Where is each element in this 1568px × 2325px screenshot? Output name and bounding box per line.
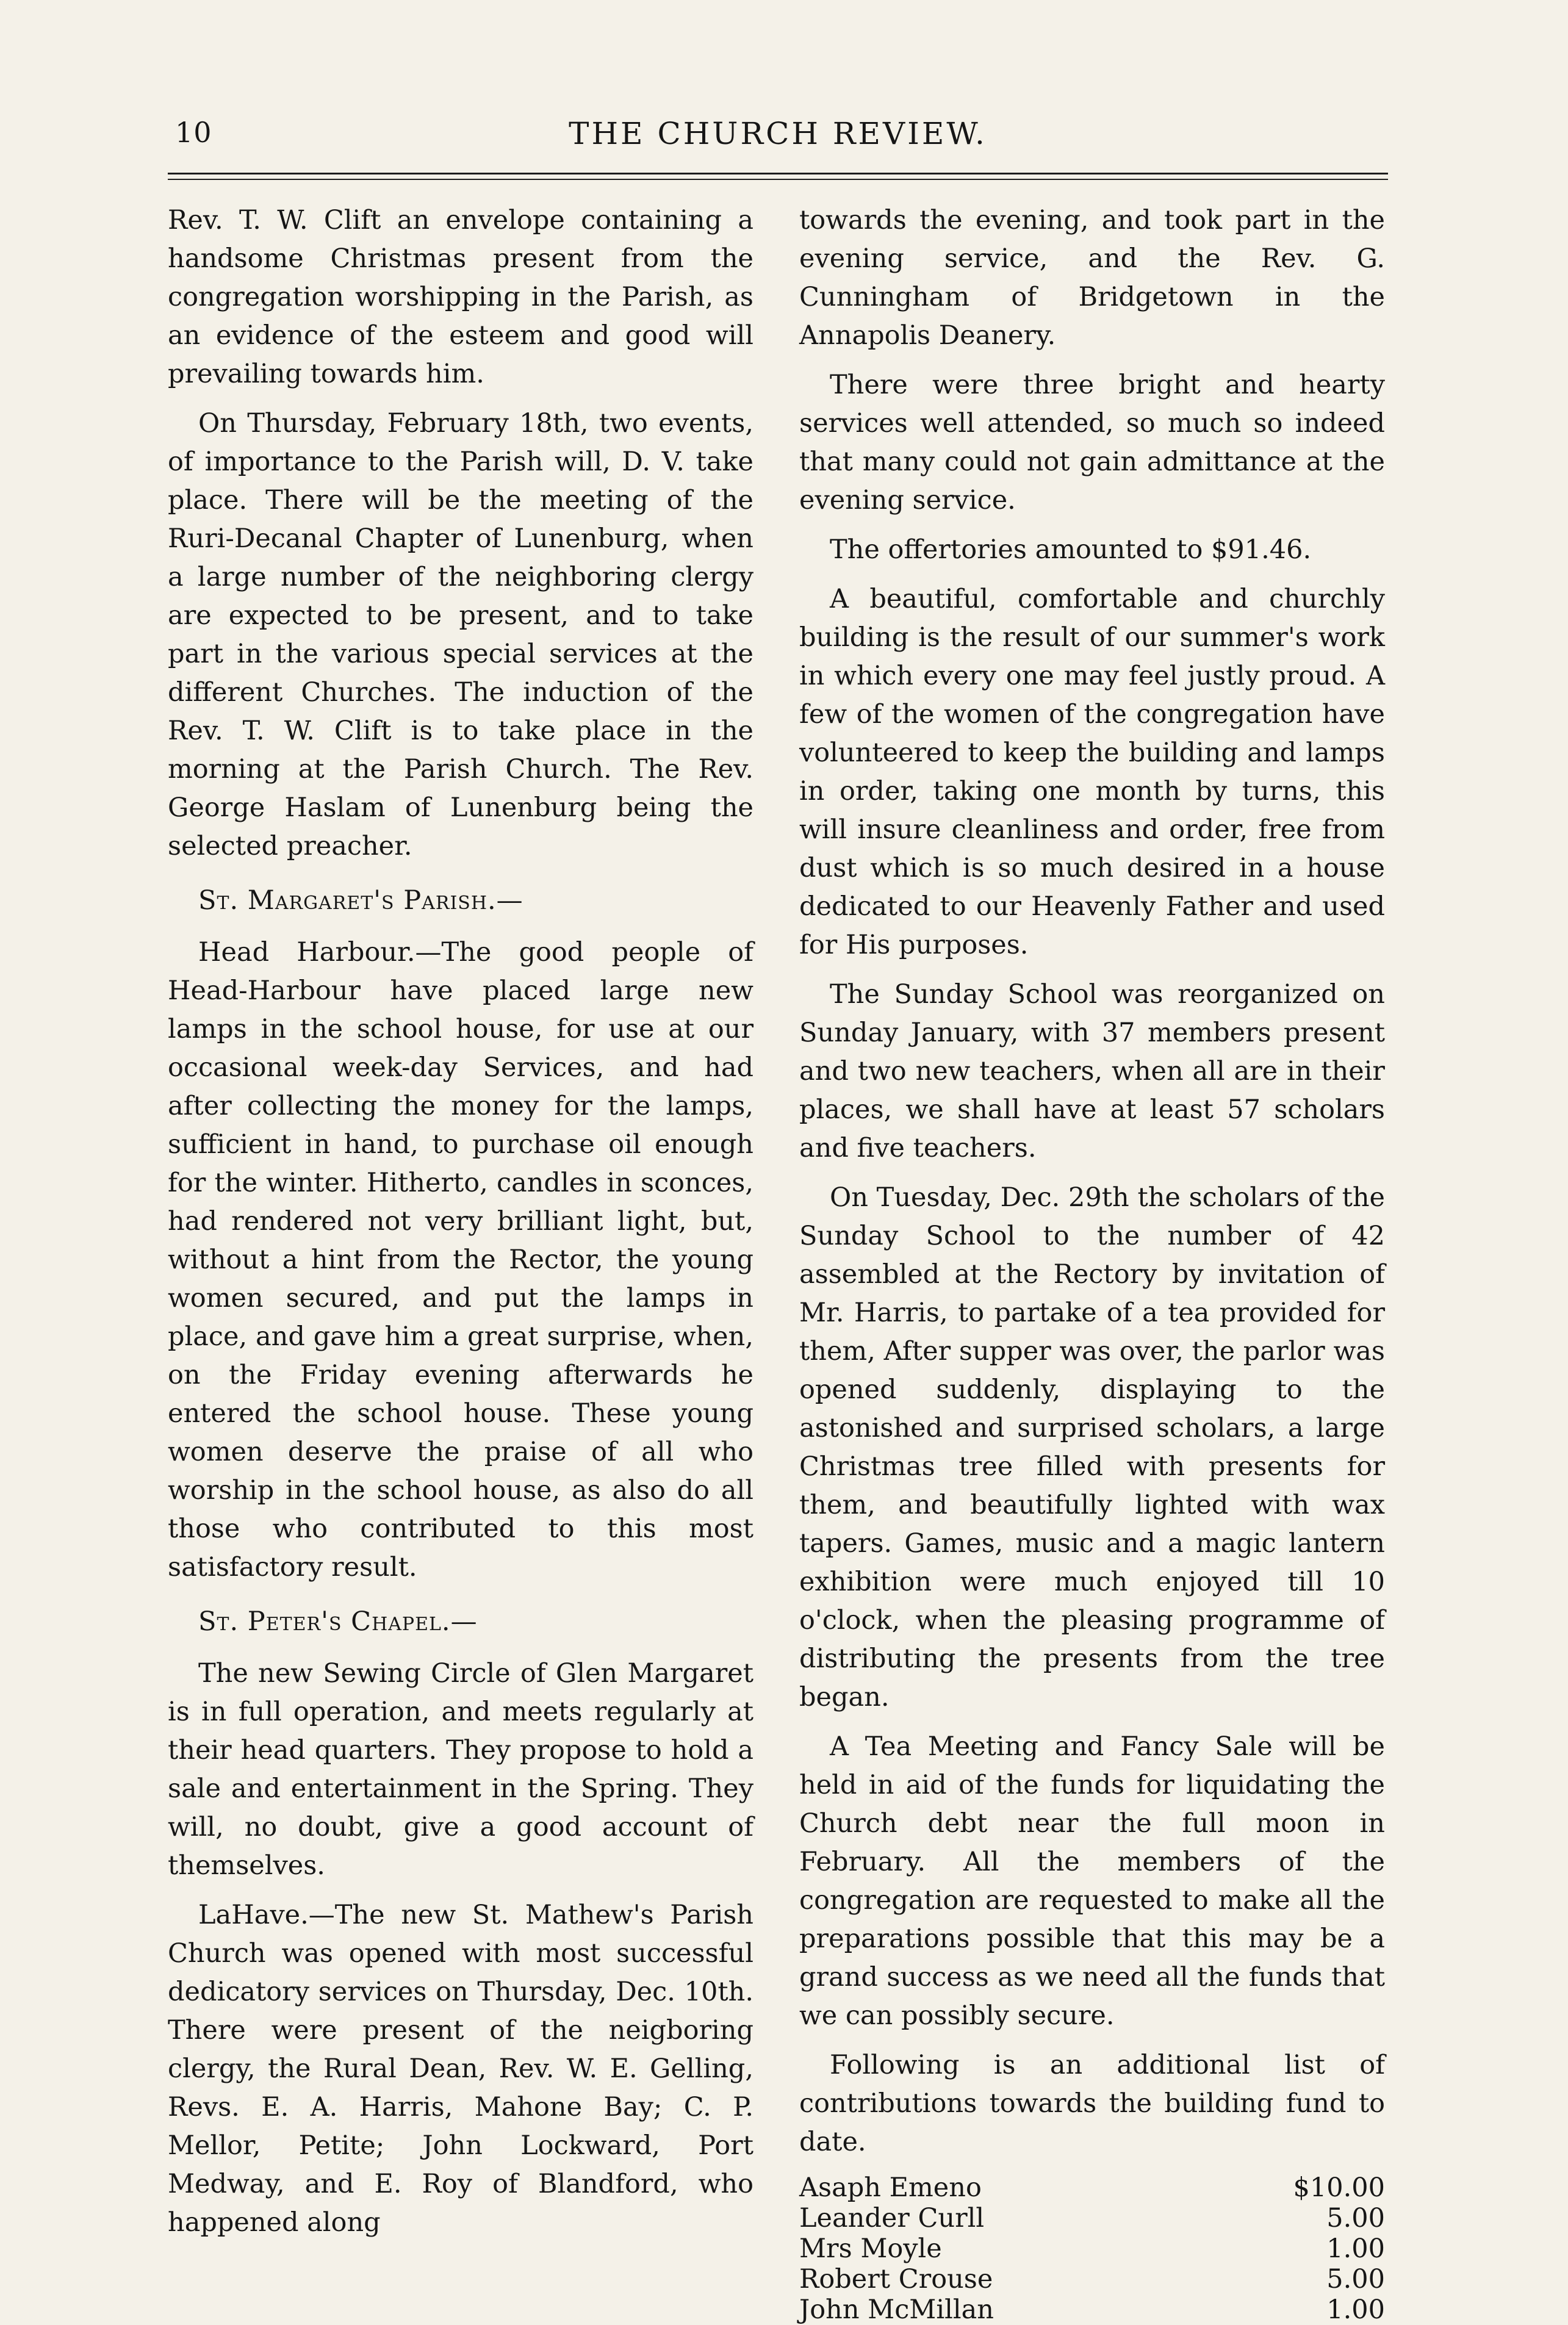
paragraph: A Tea Meeting and Fancy Sale will be held in aid of the funds for liquidating the Church debt near the full moon in February. All the members of the congregation are requested to make all the preparations possible that this may be a grand success as we need all the funds that we can possibly secure. — [799, 1731, 1385, 2031]
contributor-name: Mrs Moyle — [799, 2233, 942, 2264]
paragraph: The new Sewing Circle of Glen Margaret is in full operation, and meets regularly at their head quarters. They propose to hold a sale and entertainment in the Spring. They will, no doubt, give a good account of themselves. — [168, 1658, 753, 1881]
paragraph: On Tuesday, Dec. 29th the scholars of the Sunday School to the number of 42 assembled at the Rectory by invitation of Mr. Harris, to partake of a tea provided for them, After supper was over, the parlor was opened suddenly, displaying to the astonished and surprised scholars, a large Christmas tree filled with presents for them, and beautifully lighted with wax tapers. Games, music and a magic lantern exhibition were much enjoyed till 10 o'clock, when the pleasing programme of distributing the presents from the tree began. — [799, 1182, 1385, 1712]
paragraph: On Thursday, February 18th, two events, of importance to the Parish will, D. V. take place. There will be the meeting of the Ruri-Decanal Chapter of Lunenburg, when a large number of the neighboring clergy are expected to be present, and to take part in the various special services at the different Churches. The induction of the Rev. T. W. Clift is to take place in the morning at the Parish Church. The Rev. George Haslam of Lunenburg being the selected preacher. — [168, 408, 753, 861]
paragraph: A beautiful, comfortable and churchly building is the result of our summer's work in which every one may feel justly proud. A few of the women of the congregation have volunteered to keep the building and lamps in order, taking one month by turns, this will insure cleanliness and order, free from dust which is so much desired in a house dedicated to our Heavenly Father and used for His purposes. — [799, 584, 1385, 960]
header-rule — [168, 173, 1388, 180]
contribution-row — [799, 2294, 1385, 2325]
paragraph: There were three bright and hearty services well attended, so much so indeed that many could not gain admittance at the evening service. — [799, 370, 1385, 516]
paragraph: Following is an additional list of contributions towards the building fund to date. — [799, 2050, 1385, 2157]
contributor-name: Robert Crouse — [799, 2264, 993, 2294]
page-header — [168, 116, 1388, 165]
contribution-amount: $10.00 — [1293, 2172, 1385, 2203]
contribution-amount: 1.00 — [1326, 2233, 1385, 2264]
paragraph: The offertories amounted to $91.46. — [830, 534, 1312, 565]
contributions-list — [799, 2172, 1385, 2325]
section-heading: St. Peter's Chapel.— — [198, 1606, 478, 1637]
paragraph: LaHave.—The new St. Mathew's Parish Church was opened with most successful dedicatory services on Thursday, Dec. 10th. There were present of the neigboring clergy, the Rural Dean, Rev. W. E. Gelling, Revs. E. A. Harris, Mahone Bay; C. P. Mellor, Petite; John Lockward, Port Medway, and E. Roy of Blandford, who happened along — [168, 1900, 753, 2238]
contribution-amount: 5.00 — [1326, 2203, 1385, 2233]
page-number: 10 — [175, 116, 212, 149]
paragraph: Rev. T. W. Clift an envelope containing a handsome Christmas present from the congregation worshipping in the Parish, as an evidence of the esteem and good will prevailing towards him. — [168, 205, 753, 389]
running-title: THE CHURCH REVIEW. — [569, 116, 987, 151]
contribution-row — [799, 2172, 1385, 2203]
contributor-name: John McMillan — [799, 2294, 994, 2325]
left-column — [168, 201, 753, 2253]
contribution-row — [799, 2264, 1385, 2294]
paragraph: Head Harbour.—The good people of Head-Harbour have placed large new lamps in the school house, for use at our occasional week-day Services, and had after collecting the money for the lamps, sufficient in hand, to purchase oil enough for the winter. Hitherto, candles in sconces, had rendered not very brilliant light, but, without a hint from the Rector, the young women secured, and put the lamps in place, and gave him a great surprise, when, on the Friday evening afterwards he entered the school house. These young women deserve the praise of all who worship in the school house, as also do all those who contributed to this most satisfactory result. — [168, 937, 753, 1583]
section-heading: St. Margaret's Parish.— — [198, 885, 523, 916]
contribution-row — [799, 2233, 1385, 2264]
right-column — [799, 201, 1385, 2325]
contributor-name: Leander Curll — [799, 2203, 985, 2233]
contribution-amount: 5.00 — [1326, 2264, 1385, 2294]
contribution-amount: 1.00 — [1326, 2294, 1385, 2325]
contributor-name: Asaph Emeno — [799, 2172, 982, 2203]
contribution-row — [799, 2203, 1385, 2233]
paragraph: towards the evening, and took part in the evening service, and the Rev. G. Cunningham of Bridgetown in the Annapolis Deanery. — [799, 205, 1385, 351]
paragraph: The Sunday School was reorganized on Sunday January, with 37 members present and two new teachers, when all are in their places, we shall have at least 57 scholars and five teachers. — [799, 979, 1385, 1163]
